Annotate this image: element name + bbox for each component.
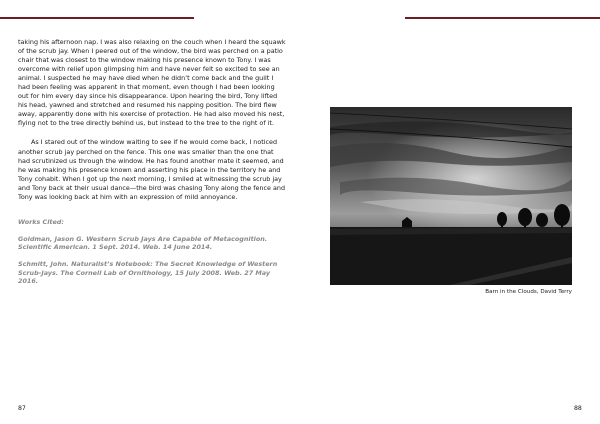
barn-in-clouds-photo [330,107,572,285]
citation-1: Goldman, Jason G. Western Scrub Jays Are Capable of Metacognition. Scientific American. 1 Sept. 2014. Web. 14 June 2014. [18,234,268,252]
photo-caption: Barn in the Clouds, David Terry [485,289,572,295]
top-rule-right [405,17,600,19]
page-number-left: 87 [18,405,26,412]
page-number-right: 88 [574,405,582,412]
body-paragraph-2: As I stared out of the window waiting to see if he would come back, I noticed another scrub jay perched on the fence. This one was smaller than the one that had scrutinized us through the window. He has found another mate it seemed, and he was making his presence known and asserting his place in the territory he and Tony cohabit. When I got up the next morning, I smiled at witnessing the scrub jay and Tony back at their usual dance—the bird was chasing Tony along the fence and Tony was looking back at him with an expression of mild annoyance. [18,138,286,201]
works-cited-heading: Works Cited: [18,217,64,226]
body-paragraph-1: taking his afternoon nap. I was also relaxing on the couch when I heard the squawk of the scrub jay. When I peered out of the window, the bird was perched on a patio chair that was closest to the window making his presence known to Tony. I was overcome with relief upon glimpsing him and have never felt so excited to see an animal. I suspected he may have died when he didn’t come back and the guilt I had been feeling was apparent in that moment, even though I had been looking out for him every day since his disappearance. Upon hearing the bird, Tony lifted his head, yawned and stretched and resumed his napping position. The bird flew away, apparently done with his exercise of protection. He had also moved his nest, flying not to the tree directly behind us, but instead to the tree to the right of it. [18,38,286,128]
left-page-text-column [18,38,286,286]
citation-2: Schmitt, John. Naturalist’s Notebook: The Secret Knowledge of Western Scrub-Jays. The Cornell Lab of Ornithology, 15 July 2008. Web. 27 May 2016. [18,260,278,286]
top-rule-left [0,17,194,19]
